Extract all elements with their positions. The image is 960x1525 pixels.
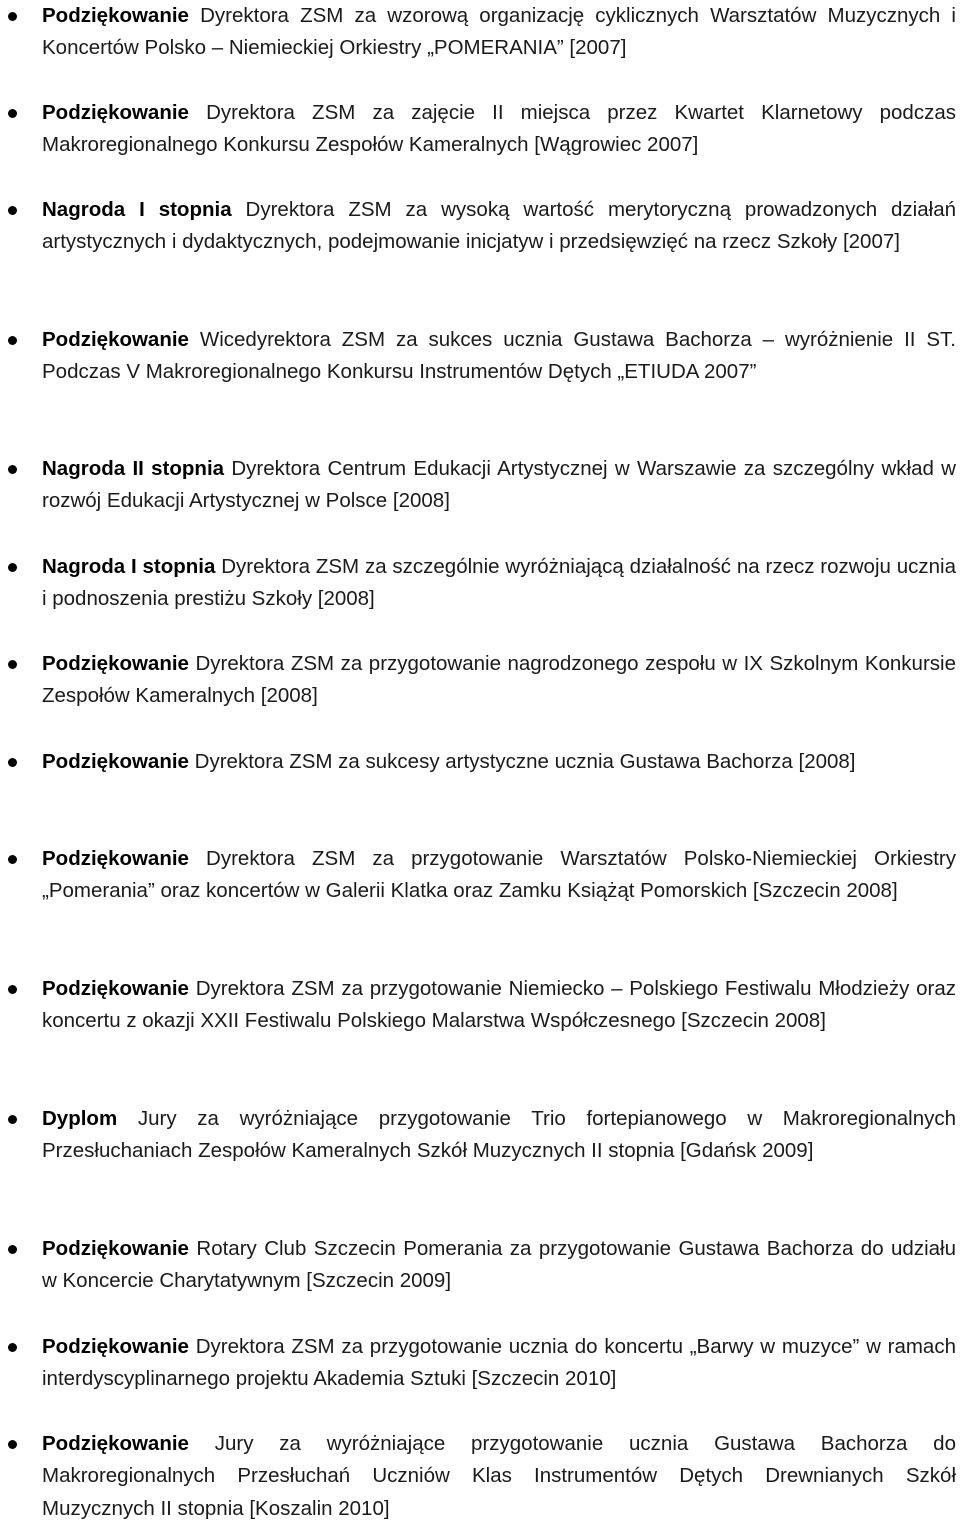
item-text: Rotary Club Szczecin Pomerania za przygotowanie Gustawa Bachorza do udziału w Koncercie Charytatywnym [Szczecin 2009] [42,1237,956,1293]
item-heading: Podziękowanie [42,1335,189,1358]
bullet-icon [8,985,17,994]
list-item [42,648,956,713]
item-text: Dyrektora ZSM za przygotowanie ucznia do koncertu „Barwy w muzyce” w ramach interdyscyplinarnego projektu Akademia Sztuki [Szczecin 2010] [42,1335,956,1391]
bullet-icon [8,12,17,21]
item-text: Dyrektora Centrum Edukacji Artystycznej w Warszawie za szczególny wkład w rozwój Edukacji Artystycznej w Polsce [2008] [42,457,956,513]
list-item [42,1103,956,1168]
bullet-icon [8,660,17,669]
item-text: Dyrektora ZSM za przygotowanie nagrodzonego zespołu w IX Szkolnym Konkursie Zespołów Kameralnych [2008] [42,652,956,708]
item-text: Dyrektora ZSM za przygotowanie Niemiecko – Polskiego Festiwalu Młodzieży oraz koncertu z okazji XXII Festiwalu Polskiego Malarstwa Współczesnego [Szczecin 2008] [42,977,956,1033]
item-heading: Nagroda I stopnia [42,555,216,578]
list-item [42,97,956,162]
list-item [42,843,956,908]
item-heading: Podziękowanie [42,328,189,351]
bullet-icon [8,563,17,572]
list-item [42,551,956,616]
bullet-icon [8,336,17,345]
bullet-icon [8,1343,17,1352]
item-heading: Podziękowanie [42,652,189,675]
bullet-icon [8,855,17,864]
list-item [42,194,956,259]
item-heading: Nagroda II stopnia [42,457,225,480]
item-heading: Podziękowanie [42,1237,189,1260]
item-heading: Podziękowanie [42,977,189,1000]
item-heading: Podziękowanie [42,4,189,27]
bullet-icon [8,758,17,767]
bullet-icon [8,1115,17,1124]
list-item [42,746,956,778]
item-heading: Dyplom [42,1107,118,1130]
item-heading: Podziękowanie [42,847,189,870]
list-item [42,324,956,389]
item-text: Dyrektora ZSM za szczególnie wyróżniającą działalność na rzecz rozwoju ucznia i podnoszenia prestiżu Szkoły [2008] [42,555,956,611]
item-text: Dyrektora ZSM za wysoką wartość merytoryczną prowadzonych działań artystycznych i dydaktycznych, podejmowanie inicjatyw i przedsięwzięć na rzecz Szkoły [2007] [42,198,956,254]
item-text: Jury za wyróżniające przygotowanie Trio fortepianowego w Makroregionalnych Przesłuchaniach Zespołów Kameralnych Szkół Muzycznych II stopnia [Gdańsk 2009] [42,1107,956,1163]
item-text: Dyrektora ZSM za sukcesy artystyczne ucznia Gustawa Bachorza [2008] [188,750,856,773]
bullet-icon [8,465,17,474]
list-item [42,0,956,65]
item-heading: Podziękowanie [42,750,189,773]
list-item [42,453,956,518]
bullet-icon [8,1440,17,1449]
item-text: Jury za wyróżniające przygotowanie ucznia Gustawa Bachorza do Makroregionalnych Przesłuchań Uczniów Klas Instrumentów Dętych Drewnianych Szkół Muzycznych II stopnia [Koszalin 2010] [42,1432,956,1520]
list-item [42,1428,956,1525]
item-heading: Podziękowanie [42,101,189,124]
list-item [42,1331,956,1396]
item-text: Dyrektora ZSM za przygotowanie Warsztatów Polsko-Niemieckiej Orkiestry „Pomerania” oraz koncertów w Galerii Klatka oraz Zamku Książąt Pomorskich [Szczecin 2008] [42,847,956,903]
bullet-icon [8,1245,17,1254]
item-text: Dyrektora ZSM za zajęcie II miejsca przez Kwartet Klarnetowy podczas Makroregionalnego Konkursu Zespołów Kameralnych [Wągrowiec 2007] [42,101,956,157]
bullet-icon [8,109,17,118]
list-item [42,973,956,1038]
item-heading: Nagroda I stopnia [42,198,232,221]
list-item [42,1233,956,1298]
bullet-icon [8,206,17,215]
item-heading: Podziękowanie [42,1432,189,1455]
item-text: Dyrektora ZSM za wzorową organizację cyklicznych Warsztatów Muzycznych i Koncertów Polsko – Niemieckiej Orkiestry „POMERANIA” [2007] [42,4,956,60]
item-text: Wicedyrektora ZSM za sukces ucznia Gustawa Bachorza – wyróżnienie II ST. Podczas V Makroregionalnego Konkursu Instrumentów Dętych „ETIUDA 2007” [42,328,956,384]
